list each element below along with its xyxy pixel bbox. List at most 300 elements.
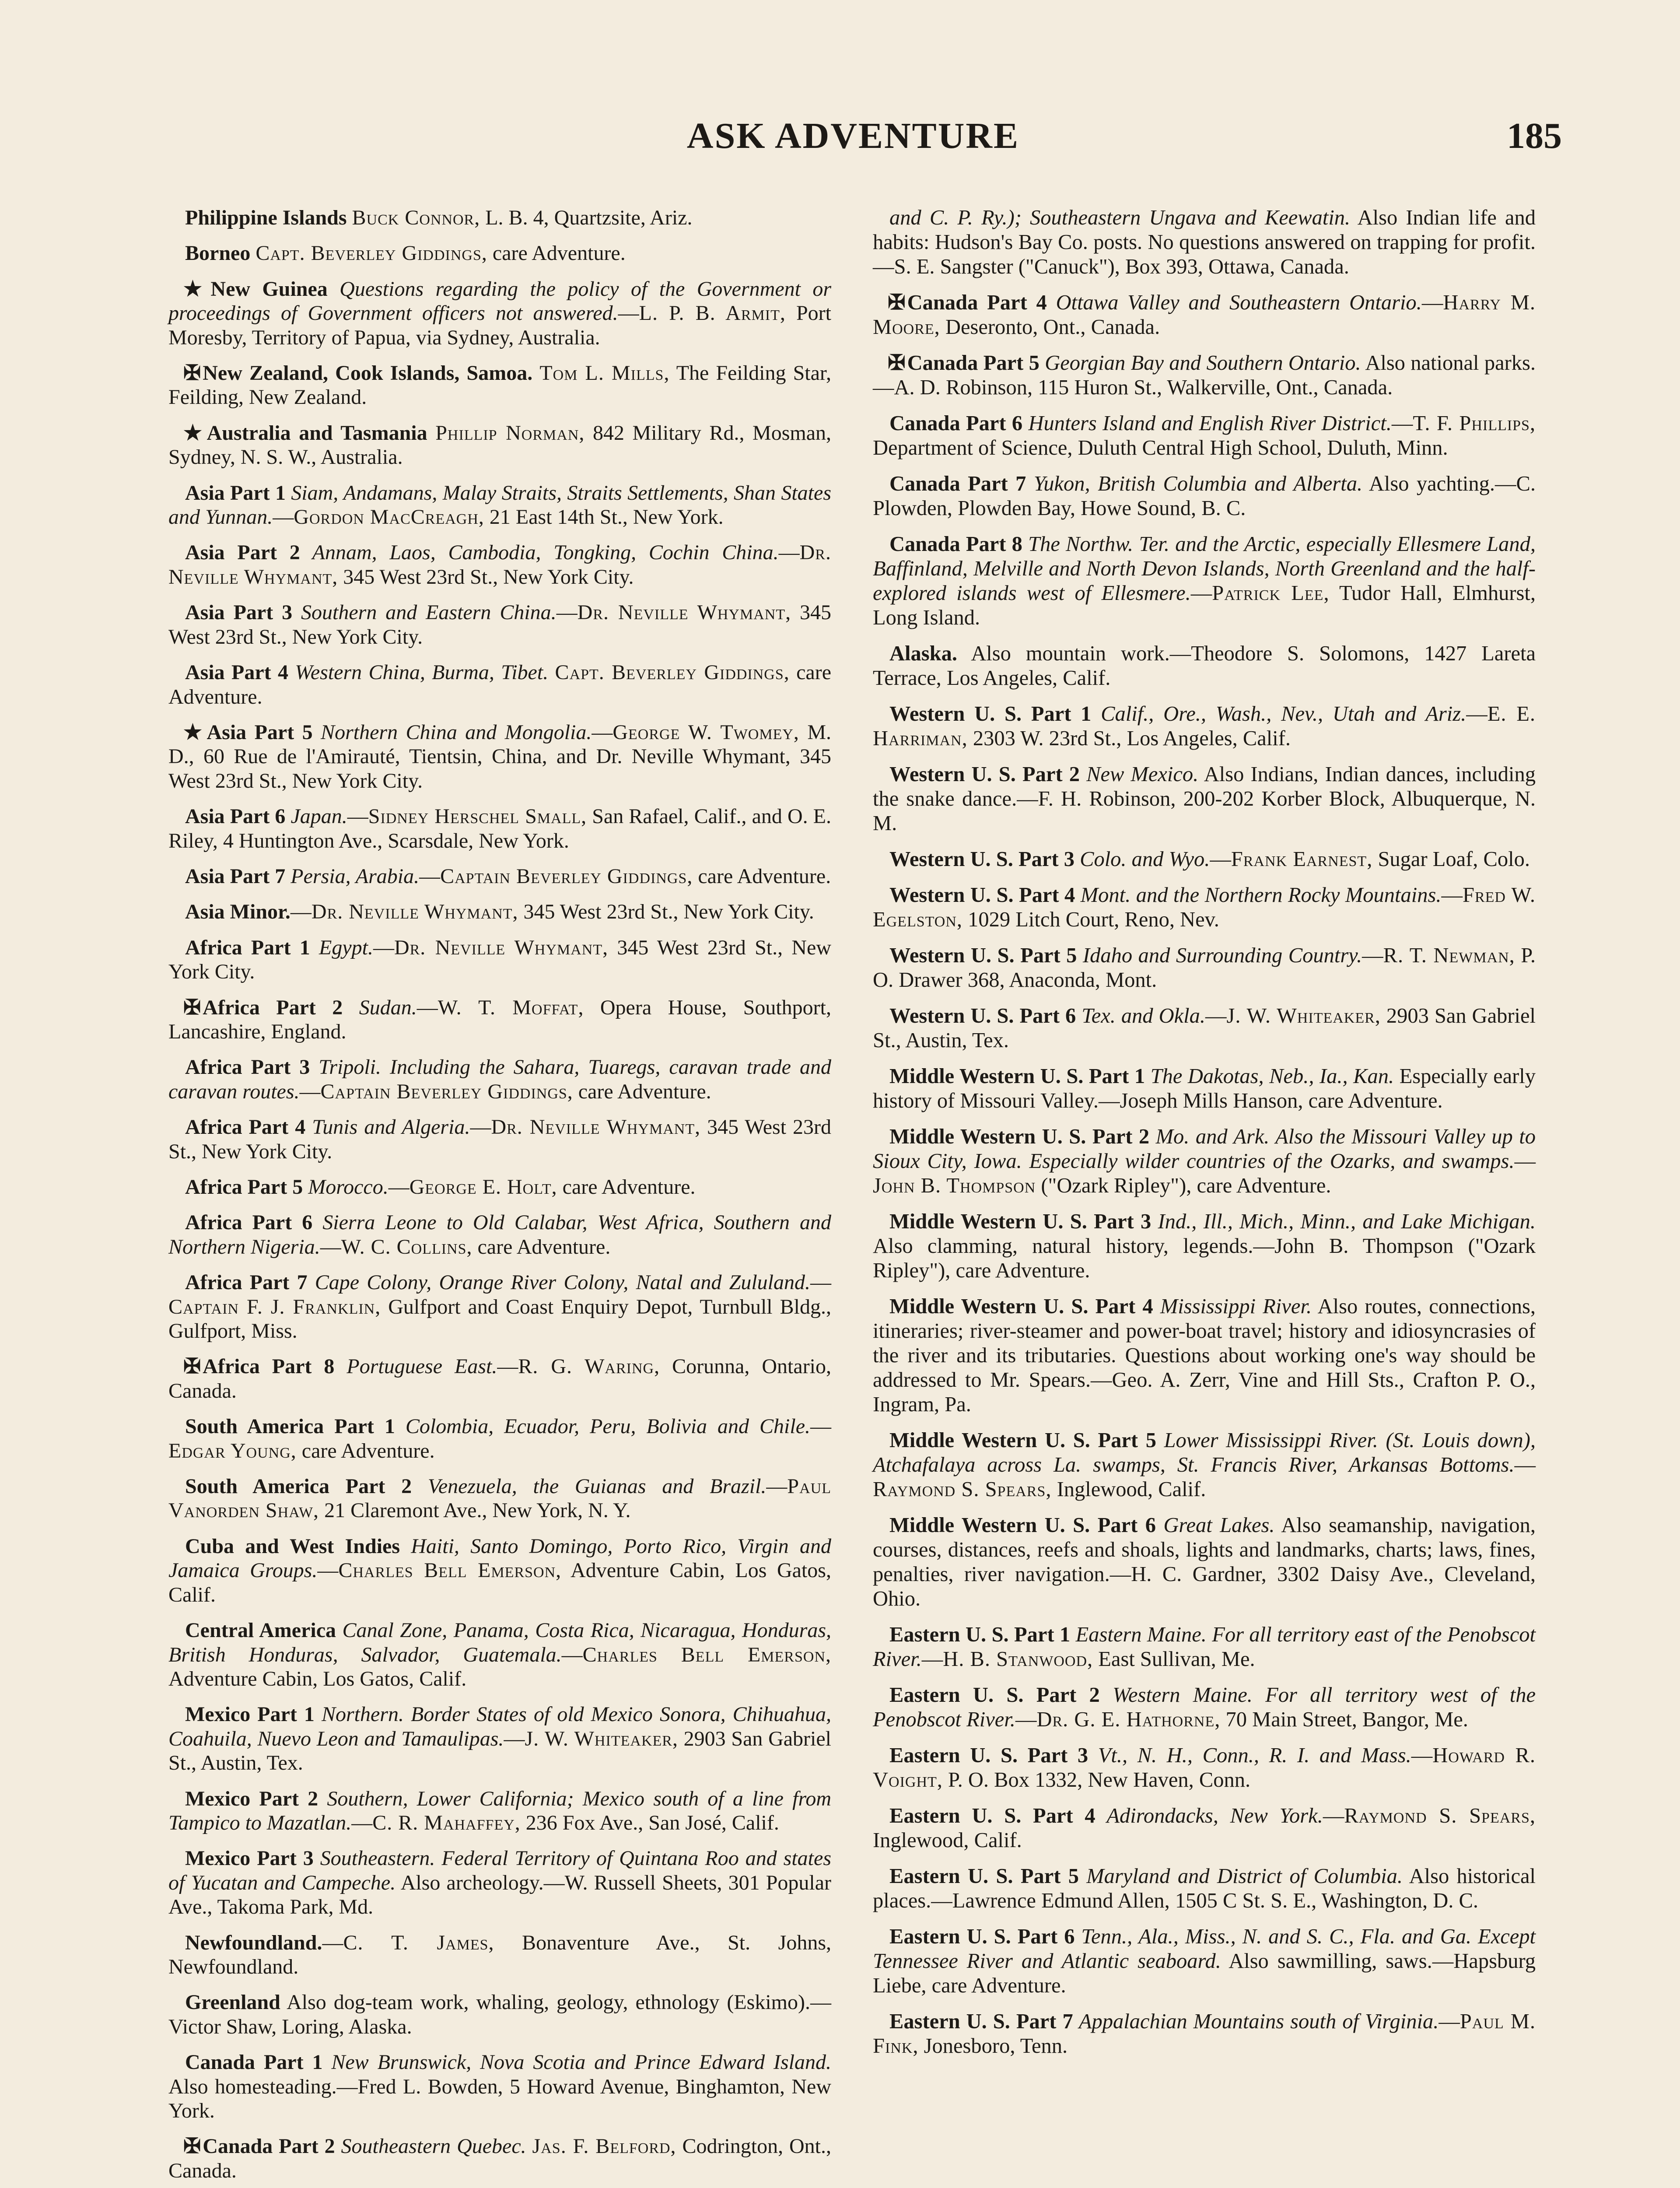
entry-address: Also historical places.—Lawrence Edmund Allen, 1505 C St. S. E., Washington, D. C. [873,1865,1536,1912]
entry-address: care Adventure. [472,1235,611,1259]
entry-topic: Hunters Island and English River District. [1022,412,1392,435]
entry-topic: Cape Colony, Orange River Colony, Natal and Zululand. [307,1271,811,1294]
entry-heading: Middle Western U. S. Part 6 [889,1514,1156,1537]
entry-address: 2903 San Gabriel St., Austin, Tex. [168,1727,832,1775]
page-title: ASK ADVENTURE [686,116,1020,156]
entry-topic: Annam, Laos, Cambodia, Tongking, Cochin China. [300,541,779,565]
entry-heading: Canada Part 6 [889,412,1023,435]
entry-separator: — [778,541,800,565]
entry-marker: ✠ [183,361,201,385]
entry-topic: Maryland and District of Columbia. [1078,1865,1403,1888]
directory-entry [168,241,831,265]
directory-entry [168,1474,831,1523]
entry-contact-name: Phillip Norman, [435,421,585,445]
entry-separator: — [373,936,394,959]
entry-address: care Adventure. [557,1175,696,1199]
entry-topic: Tunis and Algeria. [305,1115,470,1139]
directory-entry [873,206,1536,279]
entry-heading: Africa Part 4 [185,1115,306,1139]
entry-separator: — [810,1271,832,1294]
entry-address: 345 West 23rd St., New York City. [168,601,832,649]
entry-topic: Questions regarding the policy of the Government or proceedings of Government officers not answered. [168,277,832,325]
entry-address: 345 West 23rd St., New York City. [338,565,634,589]
entry-address: Also sawmilling, saws.—Hapsburg Liebe, care Adventure. [873,1950,1536,1997]
entry-address: Tudor Hall, Elmhurst, Long Island. [873,582,1536,629]
entry-contact-name: George W. Twomey, [612,720,799,744]
entry-topic: Ottawa Valley and Southeastern Ontario. [1046,291,1422,314]
entry-address: care Adventure. [487,242,626,265]
entry-contact-name: R. T. Newman, [1383,944,1515,967]
entry-heading: Newfoundland. [185,1931,322,1954]
entry-separator: — [470,1115,491,1139]
entry-separator: — [347,805,368,828]
entry-address: Port Moresby, Territory of Papua, via Sydney, Australia. [168,302,832,349]
entry-heading: South America Part 1 [185,1415,395,1438]
entry-separator: — [504,1727,525,1750]
entry-heading: Mexico Part 3 [185,1847,314,1870]
entry-heading: Africa Part 7 [185,1271,308,1294]
entry-address: 2303 W. 23rd St., Los Angeles, Calif. [967,727,1291,750]
entry-topic: New Mexico. [1079,763,1199,786]
directory-entry [873,1925,1536,1998]
entry-separator: — [419,864,441,888]
entry-topic: Japan. [285,805,347,828]
entry-heading: Western U. S. Part 3 [889,848,1074,871]
entry-heading: Africa Part 1 [185,936,310,959]
entry-separator [1221,1950,1228,1973]
entry-address: Deseronto, Ont., Canada. [940,316,1160,339]
directory-entry [168,1846,831,1919]
entry-marker: ★ [183,421,205,445]
entry-address: Inglewood, Calif. [1051,1478,1206,1501]
directory-entry [168,1175,831,1199]
entry-address: Sugar Loaf, Colo. [1372,848,1530,871]
entry-heading: Greenland [185,1991,280,2014]
directory-entry [873,1864,1536,1913]
entry-separator [526,2135,532,2158]
entry-topic: New Brunswick, Nova Scotia and Prince Edward Island. [322,2051,832,2074]
page-header [131,115,1575,167]
entry-heading: Middle Western U. S. Part 5 [889,1429,1156,1452]
entry-contact-name: Charles Bell Emerson, [338,1559,562,1582]
entry-address: Also homesteading.—Fred L. Bowden, 5 Howard Avenue, Binghamton, New York. [168,2075,831,2122]
entry-topic: Western China, Burma, Tibet. [288,661,549,684]
directory-entry [873,351,1536,400]
entry-heading: Asia Part 3 [185,601,293,624]
entry-marker: ✠ [183,996,201,1019]
entry-heading: Asia Part 1 [185,481,286,505]
entry-separator: — [810,1415,832,1438]
entry-contact-name: W. T. Moffat, [438,996,584,1019]
entry-topic: The Dakotas, Neb., Ia., Kan. [1145,1065,1394,1088]
entry-topic: Colombia, Ecuador, Peru, Bolivia and Chile. [395,1415,811,1438]
directory-entry [168,1702,831,1775]
entry-topic: Egypt. [310,936,373,959]
entry-contact-name: W. C. Collins, [341,1235,472,1259]
entry-contact-name: Paul M. Fink, [873,2010,1536,2058]
entry-separator [1361,351,1365,375]
entry-address: 21 Claremont Ave., New York, N. Y. [319,1499,631,1522]
directory-entry [168,1270,831,1343]
entry-contact-name: H. B. Stanwood, [943,1648,1093,1671]
entry-separator [532,361,539,385]
entry-heading: Eastern U. S. Part 5 [889,1865,1079,1888]
entry-separator: — [1210,848,1231,871]
entry-heading: Australia and Tasmania [206,421,427,445]
entry-heading: Eastern U. S. Part 2 [889,1683,1100,1707]
entry-contact-name: John B. Thompson [873,1174,1036,1197]
directory-entry [873,1210,1536,1283]
entry-separator: — [1514,1453,1536,1476]
entry-address: Opera House, Southport, Lancashire, England. [168,996,831,1043]
entry-address: 2903 San Gabriel St., Austin, Tex. [873,1004,1536,1052]
directory-entry [168,2050,831,2123]
entry-heading: Canada Part 4 [907,291,1047,314]
entry-topic: Morocco. [303,1175,388,1199]
entry-contact-name: Tom L. Mills, [539,361,670,385]
entry-separator: — [1362,944,1383,967]
entry-address: 21 East 14th St., New York. [484,505,724,529]
entry-heading: Eastern U. S. Part 1 [889,1623,1071,1646]
directory-entry [168,206,831,230]
entry-address: 70 Main Street, Bangor, Me. [1220,1708,1468,1731]
directory-entry [168,996,831,1044]
entry-contact-name: T. F. Phillips, [1413,412,1536,435]
entry-heading: Asia Part 7 [185,864,286,888]
entry-topic: Haiti, Santo Domingo, Porto Rico, Virgin and Jamaica Groups. [168,1534,831,1582]
entry-heading: New Guinea [210,277,328,301]
entry-heading: Eastern U. S. Part 6 [889,1925,1075,1948]
entry-separator [548,661,555,684]
directory-entry [168,804,831,853]
directory-entry [873,1743,1536,1792]
entry-separator: — [1205,1004,1227,1027]
directory-entry [168,1210,831,1259]
entry-separator [1312,1295,1318,1318]
entry-separator: — [351,1811,373,1834]
entry-address: Department of Science, Duluth Central High School, Duluth, Minn. [873,436,1448,459]
entry-contact-name: L. P. B. Armit, [639,302,786,325]
entry-topic: Mont. and the Northern Rocky Mountains. [1075,884,1442,907]
entry-contact-name: Fred W. Egelston, [873,884,1536,931]
entry-topic: Great Lakes. [1155,1514,1275,1537]
entry-marker: ★ [183,277,209,301]
entry-contact-name: George E. Holt, [409,1175,557,1199]
entry-separator: — [497,1355,518,1378]
entry-topic: Sudan. [343,996,417,1019]
entry-contact-name: Frank Earnest, [1231,848,1373,871]
entry-heading: Canada Part 1 [185,2051,323,2074]
entry-address: Jonesboro, Tenn. [918,2034,1068,2058]
entry-heading: Canada Part 5 [907,351,1040,375]
entry-address: Gulfport and Coast Enquiry Depot, Turnbull Bldg., Gulfport, Miss. [168,1295,831,1343]
entry-heading: Eastern U. S. Part 7 [889,2010,1073,2033]
entry-address: Also mountain work.—Theodore S. Solomons, 1427 Lareta Terrace, Los Angeles, Calif. [873,642,1536,690]
directory-entry [873,291,1536,340]
directory-entry [873,1623,1536,1672]
entry-separator: — [1514,1150,1536,1173]
entry-heading: Canada Part 7 [889,472,1026,495]
entry-topic: Mo. and Ark. Also the Missouri Valley up to Sioux City, Iowa. Especially wilder countries of the Ozarks, and swamps. [873,1125,1536,1173]
directory-entry [168,540,831,589]
entry-topic: Tripoli. Including the Sahara, Tuaregs, caravan trade and caravan routes. [168,1055,831,1103]
entry-contact-name: Jas. F. Belford, [532,2135,676,2158]
entry-topic: Mississippi River. [1153,1295,1312,1318]
entry-contact-name: Captain Beverley Giddings, [320,1080,573,1103]
entry-contact-name: Captain F. J. Franklin, [168,1295,381,1318]
entry-contact-name: Harry M. Moore, [873,291,1536,339]
entry-separator: — [317,1559,339,1582]
entry-topic: Sierra Leone to Old Calabar, West Africa, Southern and Northern Nigeria. [168,1211,832,1259]
entry-contact-name: Paul Vanorden Shaw, [168,1475,831,1522]
directory-entry [168,1787,831,1835]
entry-heading: Cuba and West Indies [185,1534,400,1558]
entry-separator [1350,206,1357,229]
entry-address: care Adventure. [168,661,831,708]
entry-address: Adventure Cabin, Los Gatos, Calif. [168,1667,467,1690]
entry-contact-name: Buck Connor, [352,206,480,229]
entry-topic: Idaho and Surrounding Country. [1077,944,1362,967]
entry-address: Also national parks.—A. D. Robinson, 115 Huron St., Walkerville, Ont., Canada. [873,351,1536,399]
entry-marker: ★ [183,720,205,744]
entry-topic: Portuguese East. [334,1355,497,1378]
entry-separator: — [1466,702,1488,726]
entry-address: ("Ozark Ripley"), care Adventure. [1036,1174,1331,1197]
entry-contact-name: Raymond S. Spears, [1344,1804,1536,1827]
entry-topic: Siam, Andamans, Malay Straits, Straits Settlements, Shan States and Yunnan. [168,481,831,529]
entry-heading: Asia Part 4 [185,661,288,684]
entry-contact-name: Raymond S. Spears, [873,1478,1052,1501]
entry-separator [250,242,256,265]
entry-address: East Sullivan, Me. [1093,1648,1255,1671]
entry-separator [396,1871,400,1894]
directory-entry [168,1354,831,1403]
entry-separator [1362,472,1369,495]
entry-marker: ✠ [888,351,906,375]
entry-address: L. B. 4, Quartzsite, Ariz. [480,206,693,229]
entry-address: 842 Military Rd., Mosman, Sydney, N. S. W., Australia. [168,421,832,469]
entry-marker: ✠ [183,1355,201,1378]
entry-heading: Canada Part 8 [889,533,1022,556]
directory-entry [168,864,831,888]
directory-entry [168,1055,831,1104]
entry-contact-name: C. R. Mahaffey, [372,1811,521,1834]
entry-contact-name: J. W. Whiteaker, [1226,1004,1381,1027]
entry-topic: Lower Mississippi River. (St. Louis down), Atchafalaya across La. swamps, St. Francis River, Arkansas Bottoms. [873,1429,1536,1476]
entry-topic: Ind., Ill., Mich., Minn., and Lake Michigan. [1151,1210,1536,1233]
entry-address: Also archeology.—W. Russell Sheets, 301 Popular Ave., Takoma Park, Md. [168,1871,832,1919]
entry-topic: Eastern Maine. For all territory east of the Penobscot River. [873,1623,1536,1671]
entry-topic: Southern and Eastern China. [292,601,556,624]
entry-topic: Western Maine. For all territory west of the Penobscot River. [873,1683,1536,1731]
entry-separator: — [388,1175,410,1199]
entry-separator: — [618,302,639,325]
directory-entry [168,2134,831,2183]
entry-contact-name: Sidney Herschel Small, [368,805,587,828]
entry-address: The Feilding Star, Feilding, New Zealand. [168,361,831,409]
entry-heading: Central America [185,1619,336,1642]
directory-entry [873,847,1536,872]
directory-entry [873,702,1536,751]
entry-heading: Asia Part 2 [185,541,300,565]
entry-separator: — [556,601,578,624]
entry-separator: — [592,720,613,744]
directory-entry [168,1990,831,2039]
directory-entry [168,1534,831,1607]
directory-entry [873,411,1536,460]
directory-entry [873,642,1536,691]
entry-topic: Southeastern Quebec. [335,2135,526,2158]
entry-separator [1394,1065,1399,1088]
directory-entry [168,1618,831,1691]
entry-address: 345 West 23rd St., New York City. [168,936,831,984]
directory-entry [168,936,831,984]
entry-contact-name: C. T. James, [343,1931,494,1954]
entry-contact-name: Howard R. Voight, [873,1744,1536,1792]
entry-heading: Africa Part 8 [203,1355,335,1378]
entry-contact-name: Patrick Lee, [1212,582,1330,605]
entry-topic: and C. P. Ry.); Southeastern Ungava and Keewatin. [889,206,1351,229]
entry-separator: — [1421,291,1443,314]
entry-heading: Alaska. [889,642,957,665]
entry-address: San Rafael, Calif., and O. E. Riley, 4 Huntington Ave., Scarsdale, New York. [168,805,832,852]
entry-contact-name: Dr. Neville Whymant, [394,936,609,959]
entry-contact-name: Dr. Neville Whymant, [577,601,791,624]
entry-separator: — [320,1235,341,1259]
directory-entry [873,1428,1536,1502]
entry-address: Also clamming, natural history, legends.—John B. Thompson ("Ozark Ripley"), care Adventure. [873,1234,1536,1282]
entry-contact-name: E. E. Harriman, [873,702,1536,750]
entry-contact-name: Charles Bell Emerson, [582,1643,831,1666]
entry-topic: Calif., Ore., Wash., Nev., Utah and Ariz. [1091,702,1466,726]
entry-heading: Middle Western U. S. Part 2 [889,1125,1150,1148]
entry-topic: Georgian Bay and Southern Ontario. [1039,351,1361,375]
entry-separator [280,1991,287,2014]
entry-topic: Venezuela, the Guianas and Brazil. [412,1475,766,1498]
entry-heading: Mexico Part 2 [185,1787,318,1810]
entry-topic: Tex. and Okla. [1076,1004,1205,1027]
entry-topic: Vt., N. H., Conn., R. I. and Mass. [1088,1744,1411,1767]
entry-contact-name: Dr. Neville Whymant, [168,541,831,589]
entry-separator [957,642,971,665]
entry-address: Also Indians, Indian dances, including the snake dance.—F. H. Robinson, 200-202 Korber Block, Albuquerque, N. M. [873,763,1536,835]
directory-entry [873,1064,1536,1113]
entry-heading: Asia Minor. [185,900,290,924]
entry-topic: Northern China and Mongolia. [312,720,592,744]
directory-entry [873,472,1536,521]
entry-heading: Borneo [185,242,251,265]
directory-entry [873,1804,1536,1853]
entry-topic: Southeastern. Federal Territory of Quintana Roo and states of Yucatan and Campeche. [168,1847,831,1894]
entry-separator: — [273,505,294,529]
entry-topic: Canal Zone, Panama, Costa Rica, Nicaragua, Honduras, British Honduras, Salvador, Guatemala. [168,1619,831,1666]
entry-separator: — [1411,1744,1433,1767]
entry-address: P. O. Drawer 368, Anaconda, Mont. [873,944,1536,992]
entry-heading: Eastern U. S. Part 4 [889,1804,1096,1827]
entry-separator [1274,1514,1281,1537]
left-column [168,206,831,2188]
directory-entry [168,1115,831,1164]
entry-address: Also Indian life and habits: Hudson's Bay Co. posts. No questions answered on trapping for profit.—S. E. Sangster ("Canuck"), Box 393, Ottawa, Canada. [873,206,1536,278]
entry-address: 345 West 23rd St., New York City. [518,900,814,924]
entry-heading: Canada Part 2 [203,2135,335,2158]
directory-entry [873,1513,1536,1611]
entry-contact-name: R. G. Waring, [518,1355,660,1378]
entry-address: Adventure Cabin, Los Gatos, Calif. [168,1559,831,1606]
directory-entry [168,277,831,350]
entry-topic: Persia, Arabia. [285,864,420,888]
entry-contact-name: Captain Beverley Giddings, [440,864,693,888]
directory-entry [168,481,831,529]
entry-address: Corunna, Ontario, Canada. [168,1355,832,1403]
entry-topic: Yukon, British Columbia and Alberta. [1026,472,1363,495]
entry-topic: Southern, Lower California; Mexico south of a line from Tampico to Mazatlan. [168,1787,832,1834]
entry-heading: Africa Part 5 [185,1175,303,1199]
entry-separator: — [921,1648,943,1671]
entry-heading: Western U. S. Part 2 [889,763,1080,786]
entry-address: care Adventure. [693,864,831,888]
entry-separator: — [1190,582,1212,605]
entry-separator: — [290,900,312,924]
entry-separator: — [1441,884,1463,907]
directory-entry [168,900,831,924]
entry-address: Also yachting.—C. Plowden, Plowden Bay, Howe Sound, B. C. [873,472,1536,520]
entry-address: care Adventure. [296,1439,435,1462]
directory-entry [168,720,831,793]
entry-heading: Western U. S. Part 1 [889,702,1092,726]
directory-entry [873,1004,1536,1053]
entry-separator [427,421,436,445]
entry-address: Codrington, Ont., Canada. [168,2135,832,2182]
entry-heading: Mexico Part 1 [185,1703,315,1726]
entry-address: M. D., 60 Rue de l'Amirauté, Tientsin, China, and Dr. Neville Whymant, 345 West 23rd St., New York City. [168,720,832,792]
entry-separator: — [416,996,438,1019]
directory-entry [873,1294,1536,1417]
directory-entry [168,421,831,470]
entry-contact-name: Capt. Beverley Giddings, [555,661,790,684]
entry-address: 1029 Litch Court, Reno, Nev. [962,908,1219,931]
entry-address: Also routes, connections, itineraries; river-steamer and power-boat travel; history and idiosyncrasies of the river and its tributaries. Questions about working one's way should be addressed to Mr. Spears.—Geo. A. Zerr, Vine and Hill Sts., Crafton P. O., Ingram, Pa. [873,1295,1536,1416]
directory-entry [168,361,831,410]
entry-topic: Tenn., Ala., Miss., N. and S. C., Fla. and Ga. Except Tennessee River and Atlantic seaboard. [873,1925,1536,1973]
entry-contact-name: Dr. Neville Whymant, [311,900,518,924]
entry-topic: The Northw. Ter. and the Arctic, especially Ellesmere Land, Baffinland, Melville and North Devon Islands, North Greenland and the half-explored islands west of Ellesmere. [873,533,1536,605]
entry-address: 345 West 23rd St., New York City. [168,1115,832,1163]
entry-heading: New Zealand, Cook Islands, Samoa. [203,361,533,385]
entry-address: care Adventure. [573,1080,711,1103]
entry-contact-name: Capt. Beverley Giddings, [256,242,487,265]
entry-separator: — [1438,2010,1460,2033]
entry-address: Inglewood, Calif. [873,1829,1022,1852]
entry-topic: Northern. Border States of old Mexico Sonora, Chihuahua, Coahuila, Nuevo Leon and Tamaulipas. [168,1703,832,1750]
entry-heading: Western U. S. Part 4 [889,884,1075,907]
entry-contact-name: Gordon MacCreagh, [294,505,484,529]
entry-contact-name: J. W. Whiteaker, [525,1727,678,1750]
entry-contact-name: Dr. Neville Whymant, [491,1115,701,1139]
entry-address: P. O. Box 1332, New Haven, Conn. [942,1768,1251,1792]
entry-separator [1403,1865,1409,1888]
entry-topic: Appalachian Mountains south of Virginia. [1073,2010,1439,2033]
entry-heading: Philippine Islands [185,206,347,229]
directory-entry [873,1125,1536,1198]
directory-entry [873,1683,1536,1732]
entry-address: Also seamanship, navigation, courses, distances, reefs and shoals, lights and landmarks, charts; laws, fines, penalties, river navigation.—H. C. Gardner, 3302 Daisy Ave., Cleveland, Ohio. [873,1514,1536,1610]
entry-heading: Africa Part 3 [185,1055,310,1079]
entry-address: Also dog-team work, whaling, geology, ethnology (Eskimo).—Victor Shaw, Loring, Alaska. [168,1991,831,2038]
entry-contact-name: Edgar Young, [168,1439,297,1462]
entry-topic: Colo. and Wyo. [1074,848,1210,871]
entry-marker: ✠ [183,2135,201,2158]
